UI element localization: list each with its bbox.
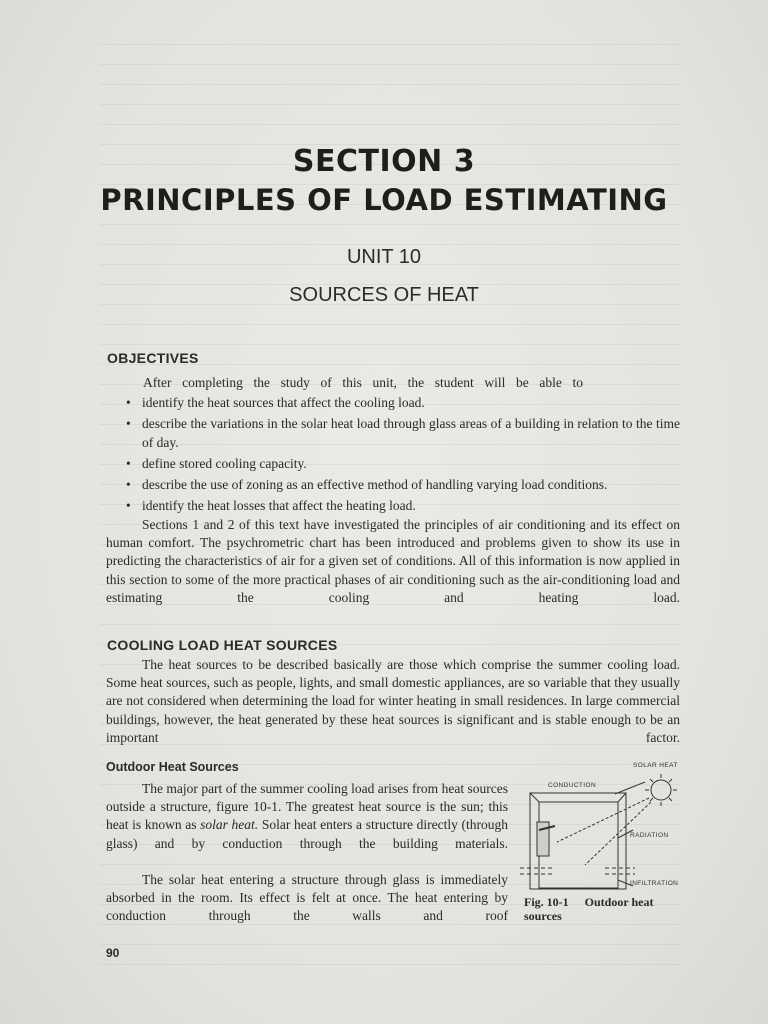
caption-text: Outdoor heat sources [524, 895, 654, 923]
objective-item: • identify the heat losses that affect the heating load. [126, 497, 680, 516]
radiation-label: RADIATION [630, 832, 669, 839]
solar-heat-label: SOLAR HEAT [633, 762, 678, 769]
house-heat-sources-diagram-icon [515, 760, 695, 900]
objective-item: • define stored cooling capacity. [126, 455, 680, 474]
figure-caption [524, 895, 684, 923]
section-number: SECTION 3 [292, 144, 476, 179]
objective-item: • describe the variations in the solar heat load through glass areas of a building in relation to the time of day. [126, 415, 680, 452]
conduction-label: CONDUCTION [548, 782, 597, 789]
outdoor-text-b: Solar heat enters a structure directly (through glass) and by conduction through the building materials. [106, 817, 508, 851]
objective-item: • describe the use of zoning as an effective method of handling varying load conditions. [126, 476, 680, 495]
infiltration-label: INFILTRATION [630, 880, 679, 887]
figure-10-1 [515, 760, 695, 900]
unit-title: SOURCES OF HEAT [289, 284, 479, 306]
page-number: 90 [106, 946, 120, 960]
objective-item: • identify the heat sources that affect the cooling load. [126, 394, 680, 413]
outdoor-paragraph-1 [106, 780, 508, 871]
objectives-intro: After completing the study of this unit, the student will be able to [143, 375, 583, 390]
outdoor-text-a: The major part of the summer cooling load arises from heat sources outside a structure, figure 10-1. The greatest heat source is the sun; this heat is known as [106, 781, 508, 833]
objectives-heading: OBJECTIVES [107, 350, 199, 366]
objectives-list [126, 394, 680, 518]
outdoor-heat-heading: Outdoor Heat Sources [106, 760, 239, 774]
caption-number: Fig. 10-1 [524, 895, 569, 909]
cooling-load-heading: COOLING LOAD HEAT SOURCES [107, 637, 338, 653]
intro-paragraph: Sections 1 and 2 of this text have investigated the principles of air conditioning and its effect on human comfort. The psychrometric chart has been introduced and problems given to show its use in predicting the characteristics of air for a given set of conditions. All of this information is now applied in this section to some of the more practical phases of air conditioning such as the air-conditioning load and estimating the cooling and heating load. [106, 517, 680, 605]
solar-heat-term: solar heat. [200, 817, 259, 833]
unit-number: UNIT 10 [346, 246, 422, 268]
outdoor-paragraph-2: The solar heat entering a structure through glass is immediately absorbed in the room. Its effect is felt at once. The heat entering by conduction through the walls and roof [106, 872, 508, 924]
section-title: PRINCIPLES OF LOAD ESTIMATING [100, 183, 668, 217]
cooling-load-paragraph: The heat sources to be described basically are those which comprise the summer cooling load. Some heat sources, such as people, lights, and small domestic appliances, are so variable that they usually are not considered when determining the load for winter heating in small residences. In large commercial buildings, however, the heat generated by these heat sources is significant and is stable enough to be an important factor. [106, 657, 680, 745]
